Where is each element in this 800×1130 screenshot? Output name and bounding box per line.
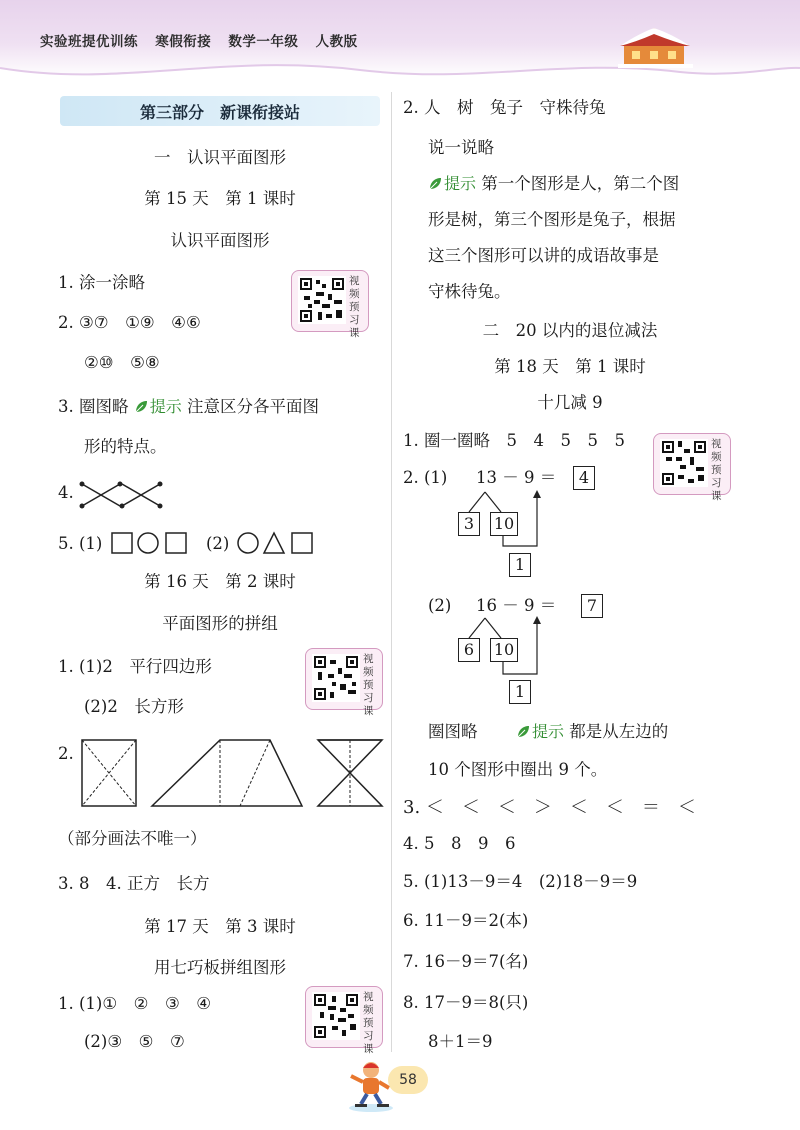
right-unit-title: 二 20 以内的退位减法 — [482, 321, 658, 340]
qr-code-icon — [660, 439, 708, 487]
hint-label: 提示 — [428, 174, 476, 193]
day17-q1-line1: 1. (1)① ② ③ ④ — [58, 994, 212, 1013]
day16-note: （部分画法不唯一） — [58, 829, 207, 848]
qr-preview-4[interactable] — [653, 433, 731, 502]
day18-q8: 8. 17－9＝8(只) — [403, 993, 529, 1012]
unit-title: 一 认识平面图形 — [154, 148, 286, 167]
equation-1-mid: 1 — [509, 553, 531, 577]
shapes-row-1 — [110, 530, 190, 556]
hint-label: 提示 — [134, 397, 182, 416]
hint-text-line2: 形是树，第三个图形是兔子，根据 — [428, 210, 676, 229]
right-q2: 2. 人 树 兔子 守株待兔 — [403, 98, 606, 117]
day18-title: 第 18 天 第 1 课时 — [494, 357, 646, 376]
edition-name: 寒假衔接 — [155, 34, 212, 50]
right-say: 说一说略 — [428, 138, 494, 157]
answer-q5-label-2: (2) — [206, 534, 230, 553]
equation-2-split-a: 6 — [458, 638, 480, 662]
qr-label: 视频预习课 — [349, 275, 360, 339]
hint-label: 提示 — [516, 722, 564, 741]
leaf-icon — [134, 400, 148, 414]
hint-text-line4: 守株待兔。 — [428, 282, 511, 301]
hint-text-line1: 第一个图形是人，第二个图 — [481, 174, 680, 193]
day16-q1-line1: 1. (1)2 平行四边形 — [58, 657, 212, 676]
answer-q2-line1: 2. ③⑦ ①⑨ ④⑥ — [58, 313, 201, 332]
leaf-icon — [428, 177, 442, 191]
snow-house-icon — [618, 24, 693, 68]
day16-title: 第 16 天 第 2 课时 — [144, 572, 296, 591]
circle-hint: 都是从左边的 — [569, 722, 669, 741]
publisher-name: 人教版 — [315, 34, 358, 50]
circle-answer: 圈图略 — [428, 722, 478, 741]
equation-1-split-a: 3 — [458, 512, 480, 536]
equation-2-answer-box: 7 — [581, 594, 603, 618]
day16-q2-label: 2. — [58, 744, 74, 763]
answer-q3: 3. 圈图略 — [58, 397, 129, 416]
answer-q4-label: 4. — [58, 483, 74, 502]
qr-preview-2[interactable] — [305, 648, 383, 717]
day16-q1-line2: (2)2 长方形 — [84, 697, 184, 716]
page-number: 58 — [388, 1066, 428, 1094]
day18-lesson: 十几减 9 — [537, 393, 603, 412]
series-name: 实验班提优训练 — [40, 34, 138, 50]
day18-q2-2-label: (2) — [428, 596, 452, 615]
day16-q3-q4: 3. 8 4. 正方 长方 — [58, 874, 210, 893]
shapes-row-2 — [236, 530, 316, 556]
qr-label: 视频预习课 — [363, 991, 374, 1055]
day17-lesson: 用七巧板拼组图形 — [154, 958, 286, 977]
day18-q2-label: 2. (1) — [403, 468, 448, 487]
header-title — [40, 30, 370, 50]
day18-q3: 3. ＜ ＜ ＜ ＞ ＜ ＜ ＝ ＜ — [403, 797, 696, 818]
equation-1-split-b: 10 — [490, 512, 518, 536]
day17-title: 第 17 天 第 3 课时 — [144, 917, 296, 936]
hint-text-line3: 这三个图形可以讲的成语故事是 — [428, 246, 659, 265]
equation-2: 16 － 9 ＝ — [476, 596, 557, 615]
day18-q6: 6. 11－9＝2(本) — [403, 911, 529, 930]
hint-text: 注意区分各平面图 — [187, 397, 320, 416]
section-banner — [60, 96, 380, 126]
day18-q8b: 8＋1＝9 — [428, 1032, 493, 1051]
answer-q2-line2: ②⑩ ⑤⑧ — [84, 353, 160, 372]
qr-preview-3[interactable] — [305, 986, 383, 1055]
hint-text-2: 形的特点。 — [84, 437, 167, 456]
day18-q1: 1. 圈一圈略 5 4 5 5 5 — [403, 431, 625, 450]
day16-lesson: 平面图形的拼组 — [162, 614, 278, 633]
day18-q7: 7. 16－9＝7(名) — [403, 952, 529, 971]
qr-code-icon — [298, 276, 346, 324]
day15-lesson: 认识平面图形 — [170, 231, 270, 250]
qr-label: 视频预习课 — [363, 653, 374, 717]
equation-1-answer-box: 4 — [573, 466, 595, 490]
qr-code-icon — [312, 654, 360, 702]
day15-title: 第 15 天 第 1 课时 — [144, 189, 296, 208]
day18-q5: 5. (1)13－9＝4 (2)18－9＝9 — [403, 872, 638, 891]
tangram-split-figures — [80, 738, 385, 810]
day18-q4: 4. 5 8 9 6 — [403, 834, 516, 853]
equation-2-split-b: 10 — [490, 638, 518, 662]
skater-mascot-icon — [345, 1058, 395, 1114]
qr-code-icon — [312, 992, 360, 1040]
day17-q1-line2: (2)③ ⑤ ⑦ — [84, 1032, 185, 1051]
equation-1: 13 － 9 ＝ — [476, 468, 557, 487]
subject-name: 数学一年级 — [228, 34, 299, 50]
qr-preview-1[interactable] — [291, 270, 369, 339]
circle-hint-2: 10 个图形中圈出 9 个。 — [428, 760, 608, 779]
answer-q5-label: 5. (1) — [58, 534, 103, 553]
answer-q1: 1. 涂一涂略 — [58, 273, 145, 292]
qr-label: 视频预习课 — [711, 438, 722, 502]
column-divider — [391, 92, 392, 1052]
matching-lines — [78, 480, 164, 510]
section-title: 第三部分 新课衔接站 — [139, 103, 300, 122]
equation-2-mid: 1 — [509, 680, 531, 704]
leaf-icon — [516, 725, 530, 739]
